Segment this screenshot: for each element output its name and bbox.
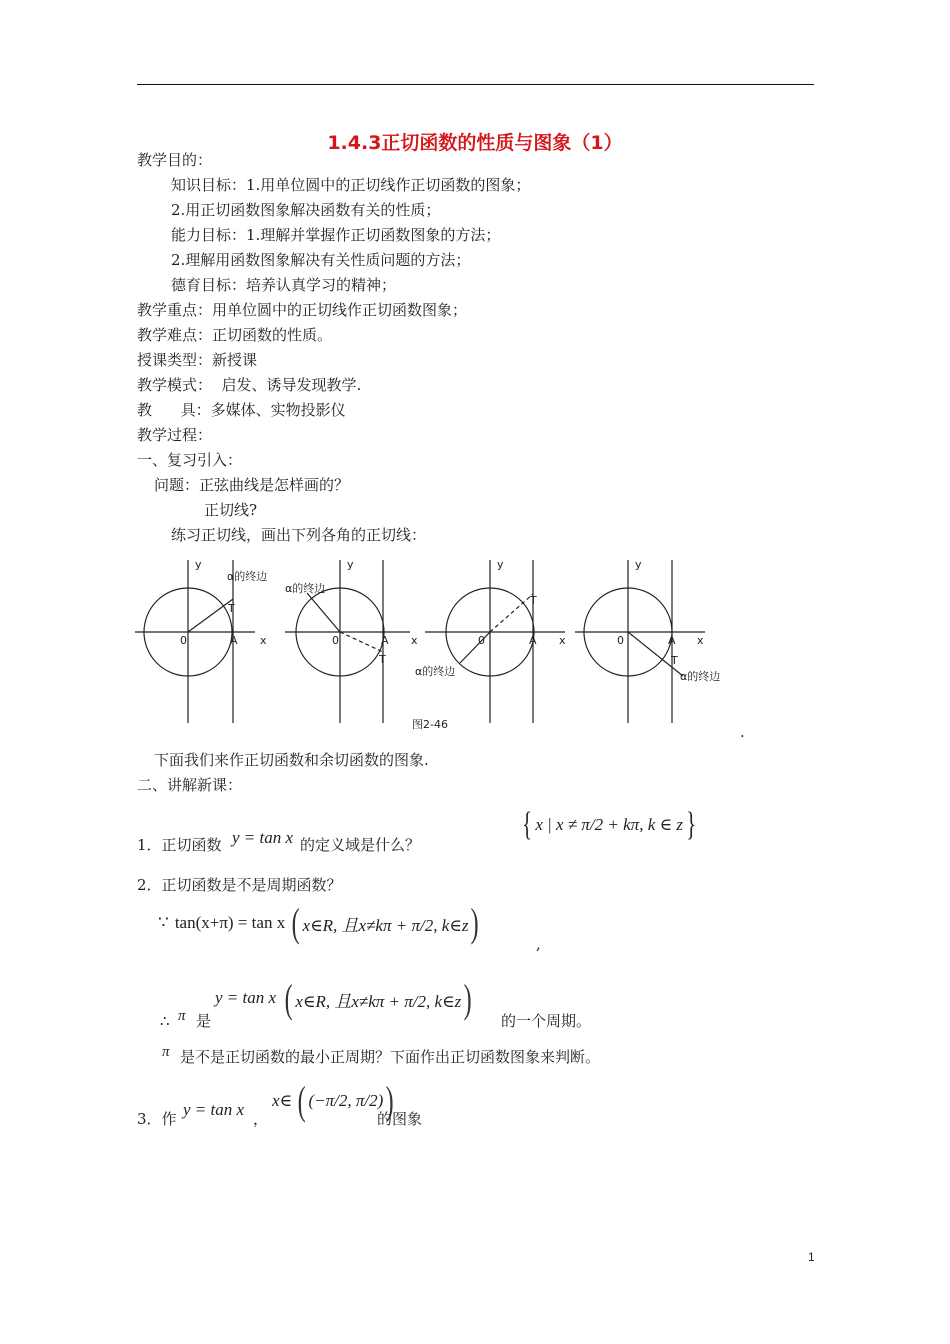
label-y-2: y xyxy=(347,558,354,571)
math-tan-shift: tan(x+π) = tan x xyxy=(174,913,286,932)
label-x-3: x xyxy=(559,634,566,647)
text-after-figure: 下面我们来作正切函数和余切函数的图象. xyxy=(154,751,429,769)
label-t-4: T xyxy=(671,654,678,667)
label-o-1: 0 xyxy=(180,634,187,647)
math-interval: x ∈ ( (−π/2, π/2) ) xyxy=(272,1078,394,1123)
label-o-3: 0 xyxy=(478,634,485,647)
text-is: 是 xyxy=(196,1012,212,1030)
label-t-1: T xyxy=(228,602,235,615)
text-mode: 教学模式： 启发、诱导发现教学. xyxy=(137,376,362,394)
text-knowledge-2: 2.用正切函数图象解决函数有关的性质； xyxy=(171,201,441,219)
label-a-3: A xyxy=(529,634,537,647)
math-y-tanx-3: y = tan x xyxy=(183,1100,245,1119)
text-knowledge-1: 知识目标：1.用单位圆中的正切线作正切函数的图象； xyxy=(171,176,531,194)
label-a-4: A xyxy=(668,634,676,647)
figure-panel-3 xyxy=(425,560,565,723)
text-moral: 德育目标：培养认真学习的精神； xyxy=(171,276,397,294)
text-tools: 教 具：多媒体、实物投影仪 xyxy=(137,401,346,419)
page-number: 1 xyxy=(808,1250,815,1264)
text-one-period: 的一个周期。 xyxy=(501,1012,592,1030)
figure-panel-4 xyxy=(575,560,705,723)
math-domain-set: { x | x ≠ π/2 + kπ, k ∈ z } xyxy=(522,806,697,843)
label-x-2: x xyxy=(411,634,418,647)
text-therefore: ∴ xyxy=(160,1012,170,1030)
math-period-proof: ∵ tan(x+π) = tan x ( x∈R, 且x≠kπ + π/2, k∈z ) xyxy=(158,900,480,945)
text-comma: , xyxy=(536,935,541,953)
label-y-3: y xyxy=(497,558,504,571)
label-t-3: T xyxy=(530,594,537,607)
math-interval-text: (−π/2, π/2) xyxy=(308,1091,384,1110)
math-y-tanx-1: y = tan x xyxy=(232,828,294,847)
figure-caption: 图2-46 xyxy=(412,718,448,731)
math-pi-2: π xyxy=(162,1044,170,1060)
text-item-1-prefix: 1．正切函数 xyxy=(137,836,222,854)
label-t-2: T xyxy=(379,653,386,666)
math-condition-2: x∈R, 且x≠kπ + π/2, k∈z xyxy=(295,991,462,1011)
text-question-1: 问题：正弦曲线是怎样画的？ xyxy=(154,476,350,494)
label-x-4: x xyxy=(697,634,704,647)
text-section-2: 二、讲解新课： xyxy=(137,776,243,794)
math-pi-1: π xyxy=(178,1008,186,1024)
math-domain-set-text: x | x ≠ π/2 + kπ, k ∈ z xyxy=(535,815,683,834)
text-comma-2: ， xyxy=(253,1110,269,1128)
text-ability-1: 能力目标：1.理解并掌握作正切函数图象的方法； xyxy=(171,226,501,244)
text-section-1: 一、复习引入： xyxy=(137,451,243,469)
text-goal: 教学目的： xyxy=(137,151,213,169)
label-o-4: 0 xyxy=(617,634,624,647)
text-process: 教学过程： xyxy=(137,426,213,444)
text-question-3: 练习正切线，画出下列各角的正切线： xyxy=(171,526,427,544)
math-y-tanx-2: y = tan x xyxy=(215,988,277,1007)
header-rule xyxy=(137,84,814,85)
math-condition-group: ( x∈R, 且x≠kπ + π/2, k∈z ) xyxy=(284,976,472,1021)
label-a-1: A xyxy=(230,634,238,647)
tangent-line-figure xyxy=(135,548,740,738)
label-terminal-4: α的终边 xyxy=(680,670,721,683)
label-terminal-3: α的终边 xyxy=(415,665,456,678)
text-class-type: 授课类型：新授课 xyxy=(137,351,258,369)
text-focus: 教学重点：用单位圆中的正切线作正切函数图象； xyxy=(137,301,468,319)
text-item-1-suffix: 的定义域是什么？ xyxy=(300,836,421,854)
label-terminal-1: α的终边 xyxy=(227,570,268,583)
page-title: 1.4.3正切函数的性质与图象（1） xyxy=(327,132,623,154)
text-ability-2: 2.理解用函数图象解决有关性质问题的方法； xyxy=(171,251,471,269)
text-question-2: 正切线? xyxy=(204,501,258,519)
text-difficulty: 教学难点：正切函数的性质。 xyxy=(137,326,333,344)
label-a-2: A xyxy=(381,634,389,647)
label-y-4: y xyxy=(635,558,642,571)
figure-trailing-dot: . xyxy=(740,723,745,741)
text-item-2: 2．正切函数是不是周期函数？ xyxy=(137,876,342,894)
text-min-period-question: 是不是正切函数的最小正周期？下面作出正切函数图象来判断。 xyxy=(180,1048,601,1066)
text-item-3-prefix: 3．作 xyxy=(137,1110,177,1128)
label-y-1: y xyxy=(195,558,202,571)
label-terminal-2: α的终边 xyxy=(285,582,326,595)
math-condition-1: x∈R, 且x≠kπ + π/2, k∈z xyxy=(302,915,469,935)
text-item-3-suffix: 的图象 xyxy=(377,1110,423,1128)
label-x-1: x xyxy=(260,634,267,647)
label-o-2: 0 xyxy=(332,634,339,647)
